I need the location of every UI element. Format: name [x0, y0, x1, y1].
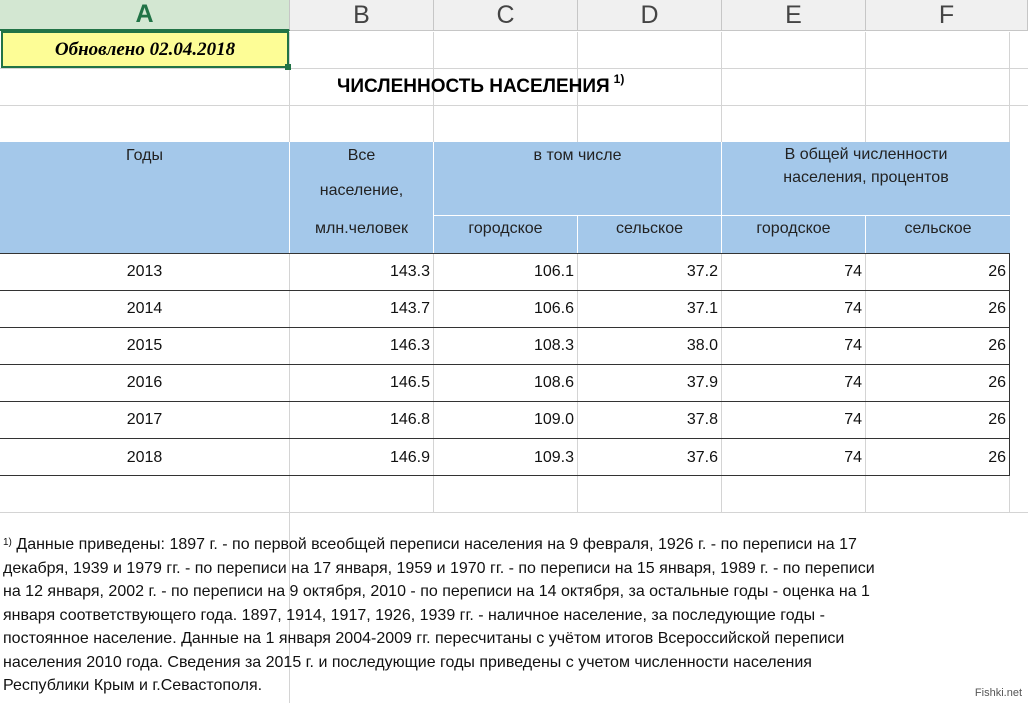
cell-year[interactable]: 2016 [126, 374, 163, 391]
header-total-line2: население, [319, 182, 404, 199]
watermark: Fishki.net [974, 687, 1022, 699]
column-header-b[interactable]: B [290, 0, 434, 31]
cell-urban-percent[interactable]: 74 [844, 449, 862, 466]
cell-urban-percent[interactable]: 74 [844, 374, 862, 391]
table-border [0, 290, 1010, 291]
cell-total[interactable]: 143.7 [389, 300, 430, 317]
header-total-line1: Все [347, 147, 376, 164]
cell-rural[interactable]: 38.0 [686, 337, 718, 354]
footnote[interactable] [3, 533, 1003, 698]
column-header-d[interactable]: D [578, 0, 722, 31]
header-including: в том числе [533, 147, 622, 164]
cell-urban-percent[interactable]: 74 [844, 263, 862, 280]
table-border [0, 327, 1010, 328]
cell-urban[interactable]: 106.1 [533, 263, 574, 280]
table-border [1009, 253, 1010, 476]
cell-total[interactable]: 146.3 [389, 337, 430, 354]
updated-date-cell[interactable]: Обновлено 02.04.2018 [1, 31, 289, 68]
cell-rural[interactable]: 37.1 [686, 300, 718, 317]
gridline [0, 68, 1028, 69]
cell-rural-percent[interactable]: 26 [988, 374, 1006, 391]
cell-urban[interactable]: 109.0 [533, 411, 574, 428]
cell-rural[interactable]: 37.6 [686, 449, 718, 466]
footnote-line: Республики Крым и г.Севастополя. [3, 677, 263, 694]
cell-total[interactable]: 146.5 [389, 374, 430, 391]
header-years: Годы [126, 147, 163, 164]
cell-year[interactable]: 2013 [126, 263, 163, 280]
cell-rural-percent[interactable]: 26 [988, 337, 1006, 354]
footnote-marker: 1) [3, 537, 12, 548]
header-rural-percent: сельское [904, 220, 972, 237]
cell-total[interactable]: 143.3 [389, 263, 430, 280]
header-total-line3: млн.человек [315, 220, 408, 237]
footnote-line: января соответствующего года. 1897, 1914, 1917, 1926, 1939 гг. - наличное население, за последующие годы - [3, 606, 825, 624]
cell-rural-percent[interactable]: 26 [988, 449, 1006, 466]
footnote-line: Данные приведены: 1897 г. - по первой всеобщей переписи населения на 9 февраля, 1926 г. - по переписи на 17 [16, 536, 857, 553]
cell-rural[interactable]: 37.2 [686, 263, 718, 280]
footnote-line: декабря, 1939 и 1979 гг. - по переписи на 17 января, 1959 и 1970 гг. - по переписи на 15 января, 1989 г. - по переписи [3, 559, 875, 577]
footnote-line: населения 2010 года. Сведения за 2015 г. и последующие годы приведены с учетом численности населения [3, 653, 812, 671]
header-rural: сельское [615, 220, 683, 237]
column-header-f[interactable]: F [866, 0, 1028, 31]
cell-rural-percent[interactable]: 26 [988, 300, 1006, 317]
fill-handle[interactable] [285, 64, 291, 70]
footnote-line: постоянное население. Данные на 1 января 2004-2009 гг. пересчитаны с учётом итогов Всероссийской переписи [3, 630, 845, 647]
table-border [0, 401, 1010, 402]
cell-rural[interactable]: 37.9 [686, 374, 718, 391]
header-urban-percent: городское [756, 220, 831, 237]
cell-rural[interactable]: 37.8 [686, 411, 718, 428]
column-header-a[interactable]: A [0, 0, 290, 31]
cell-rural-percent[interactable]: 26 [988, 263, 1006, 280]
cell-urban[interactable]: 108.3 [533, 337, 574, 354]
header-percent-line2: населения, процентов [783, 169, 949, 186]
header-percent-line1: В общей численности [784, 146, 948, 163]
cell-total[interactable]: 146.9 [389, 449, 430, 466]
cell-urban[interactable]: 106.6 [533, 300, 574, 317]
cell-total[interactable]: 146.8 [389, 411, 430, 428]
table-border [0, 475, 1010, 476]
cell-year[interactable]: 2018 [126, 449, 163, 466]
cell-year[interactable]: 2017 [126, 411, 163, 428]
cell-urban-percent[interactable]: 74 [844, 300, 862, 317]
footnote-line: на 12 января, 2002 г. - по переписи на 9 октября, 2010 - по переписи на 14 октября, за остальные годы - оценка на 1 [3, 583, 870, 600]
cell-year[interactable]: 2015 [126, 337, 163, 354]
table-border [0, 253, 1010, 254]
table-border [0, 438, 1010, 439]
column-header-c[interactable]: C [434, 0, 578, 31]
column-header-e[interactable]: E [722, 0, 866, 31]
gridline [0, 512, 1028, 513]
header-urban: городское [468, 220, 543, 237]
cell-urban-percent[interactable]: 74 [844, 411, 862, 428]
cell-year[interactable]: 2014 [126, 300, 163, 317]
cell-urban[interactable]: 108.6 [533, 374, 574, 391]
cell-rural-percent[interactable]: 26 [988, 411, 1006, 428]
table-border [0, 364, 1010, 365]
cell-urban[interactable]: 109.3 [533, 449, 574, 466]
gridline [0, 105, 1028, 106]
page-title: ЧИСЛЕННОСТЬ НАСЕЛЕНИЯ $^{1)}$ [337, 72, 625, 97]
cell-urban-percent[interactable]: 74 [844, 337, 862, 354]
